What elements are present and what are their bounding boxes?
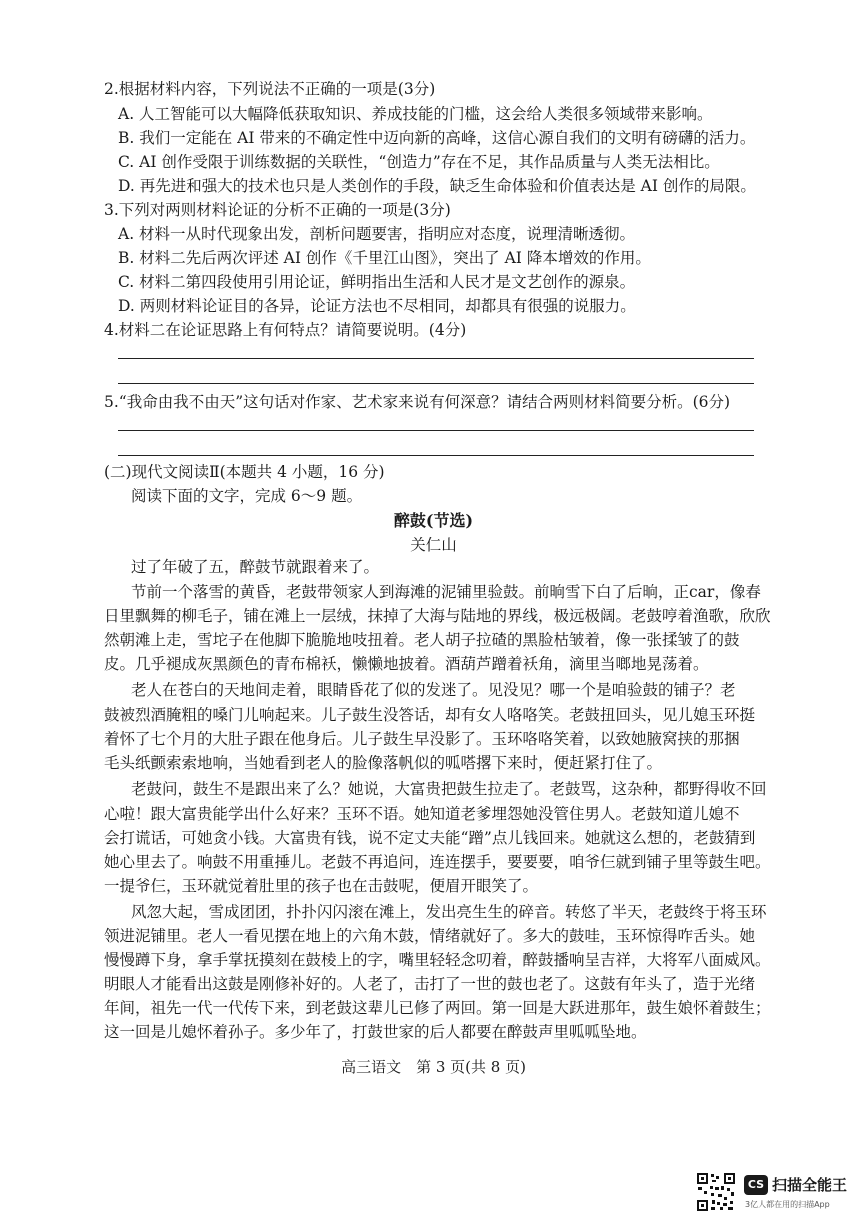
watermark-app-name: 扫描全能王 — [772, 1176, 848, 1194]
question-3-option-a: A. 材料一从时代现象出发，剖析问题要害，指明应对态度，说理清晰透彻。 — [118, 225, 636, 243]
passage-line: 过了年破了五，醉鼓节就跟着来了。 — [131, 558, 380, 576]
passage-line: 风忽大起，雪成团团，扑扑闪闪滚在滩上，发出亮生生的碎音。转悠了半天，老鼓终于将玉环 — [131, 903, 767, 921]
question-2-option-a: A. 人工智能可以大幅降低获取知识、养成技能的门槛，这会给人类很多领域带来影响。 — [118, 105, 713, 123]
question-2-option-d: D. 再先进和强大的技术也只是人类创作的手段，缺乏生命体验和价值表达是 AI 创作的局限。 — [118, 177, 756, 195]
answer-line — [118, 430, 754, 431]
passage-line: 慢慢蹲下身，拿手掌抚摸刻在鼓棱上的字，嘴里轻轻念叨着，醉鼓播响呈吉祥，大将军八面威风。 — [104, 951, 771, 969]
question-3-stem: 3.下列对两则材料论证的分析不正确的一项是(3分) — [104, 201, 451, 219]
passage-line: 日里飘舞的柳毛子，铺在滩上一层绒，抹掉了大海与陆地的界线，极远极阔。老鼓哼着渔歌，欣欣 — [104, 607, 771, 625]
question-3-option-d: D. 两则材料论证目的各异，论证方法也不尽相同，却都具有很强的说服力。 — [118, 297, 636, 315]
answer-line — [118, 455, 754, 456]
passage-line: 老人在苍白的天地间走着，眼睛昏花了似的发迷了。见没见？哪一个是咱验鼓的铺子？老 — [131, 681, 736, 699]
passage-line: 她心里去了。响鼓不用重捶儿。老鼓不再追问，连连摆手，要要要，咱爷仨就到铺子里等鼓生吧。 — [104, 853, 771, 871]
question-4-stem: 4.材料二在论证思路上有何特点？请简要说明。(4分) — [104, 321, 467, 339]
passage-line: 然朝滩上走，雪坨子在他脚下脆脆地吱扭着。老人胡子拉碴的黑脸枯皱着，像一张揉皱了的鼓 — [104, 631, 740, 649]
camscanner-logo-icon: CS — [744, 1175, 768, 1195]
page-footer: 高三语文 第 3 页(共 8 页) — [341, 1058, 526, 1076]
passage-line: 心啦！跟大富贵能学出什么好来？玉环不语。她知道老爹埋怨她没管住男人。老鼓知道儿媳不 — [104, 805, 740, 823]
question-2-option-c: C. AI 创作受限于训练数据的关联性，“创造力”存在不足，其作品质量与人类无法相比。 — [118, 153, 720, 171]
passage-line: 着怀了七个月的大肚子跟在他身后。儿子鼓生早没影了。玉环咯咯笑着，以致她腋窝挟的那捆 — [104, 730, 740, 748]
passage-line: 老鼓问，鼓生不是跟出来了么？她说，大富贵把鼓生拉走了。老鼓骂，这杂种，都野得收不回 — [131, 780, 767, 798]
passage-line: 一提爷仨，玉环就觉着肚里的孩子也在击鼓呢，便眉开眼笑了。 — [104, 877, 539, 895]
answer-line — [118, 358, 754, 359]
passage-title: 醉鼓(节选) — [393, 511, 474, 530]
passage-line: 节前一个落雪的黄昏，老鼓带领家人到海滩的泥铺里验鼓。前晌雪下白了后晌，正car，像春 — [131, 583, 761, 601]
watermark-tagline: 3亿人都在用的扫描App — [745, 1200, 830, 1209]
passage-author: 关仁山 — [410, 536, 457, 554]
passage-line: 年间，祖先一代一代传下来，到老鼓这辈儿已修了两回。第一回是大跃进那年，鼓生娘怀着鼓生； — [104, 999, 771, 1017]
passage-line: 领进泥铺里。老人一看见摆在地上的六角木鼓，情绪就好了。多大的鼓哇，玉环惊得咋舌头。她 — [104, 927, 756, 945]
qr-code-icon — [696, 1172, 736, 1212]
passage-line: 鼓被烈酒腌粗的嗓门儿响起来。儿子鼓生没答话，却有女人咯咯笑。老鼓扭回头，见儿媳玉环挺 — [104, 706, 756, 724]
section-heading: (二)现代文阅读Ⅱ(本题共 4 小题，16 分) — [104, 463, 385, 481]
question-3-option-c: C. 材料二第四段使用引用论证，鲜明指出生活和人民才是文艺创作的源泉。 — [118, 273, 636, 291]
question-3-option-b: B. 材料二先后两次评述 AI 创作《千里江山图》，突出了 AI 降本增效的作用。 — [118, 249, 651, 267]
passage-line: 这一回是儿媳怀着孙子。多少年了，打鼓世家的后人都要在醉鼓声里呱呱坠地。 — [104, 1023, 647, 1041]
passage-line: 毛头纸颤索索地响，当她看到老人的脸像落帆似的呱嗒撂下来时，便赶紧打住了。 — [104, 754, 663, 772]
question-2-option-b: B. 我们一定能在 AI 带来的不确定性中迈向新的高峰，这信心源自我们的文明有磅礴的活力。 — [118, 129, 756, 147]
question-5-stem: 5.“我命由我不由天”这句话对作家、艺术家来说有何深意？请结合两则材料简要分析。(6分) — [104, 393, 731, 411]
answer-line — [118, 383, 754, 384]
passage-line: 皮。几乎褪成灰黑颜色的青布棉袄，懒懒地披着。酒葫芦蹭着袄角，滴里当啷地晃荡着。 — [104, 655, 709, 673]
section-instruction: 阅读下面的文字，完成 6～9 题。 — [131, 487, 363, 505]
passage-line: 会打谎话，可她贪小钱。大富贵有钱，说不定丈夫能“蹭”点儿钱回来。她就这么想的，老鼓猜到 — [104, 829, 756, 847]
passage-line: 明眼人才能看出这鼓是刚修补好的。人老了，击打了一世的鼓也老了。这鼓有年头了，造于光绪 — [104, 975, 756, 993]
question-2-stem: 2.根据材料内容，下列说法不正确的一项是(3分) — [104, 80, 436, 98]
